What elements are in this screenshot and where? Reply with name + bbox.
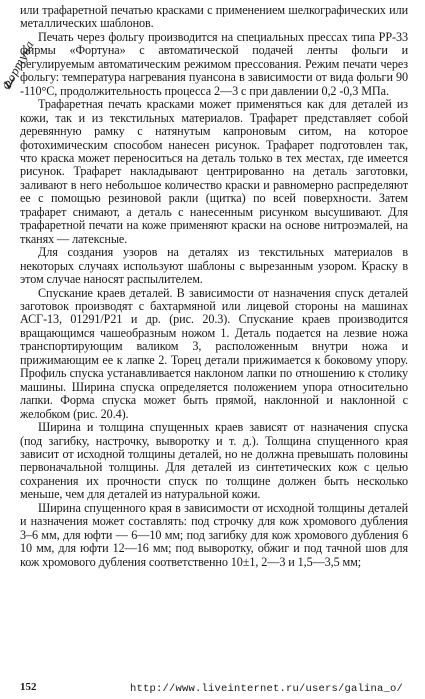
paragraph: Печать через фольгу производится на специальных прессах типа РР-33 фирмы «Фортуна» с автоматической подачей ленты фольги и регулируемым автоматическим режимом прессования. Режим печати через фольгу: температура нагревания пуансона в зависимости от вида фольги 90 -110°С, продолжительность процесса 2—3 с при давлении 0,2 -0,3 МПа. [20,29,408,98]
paragraph: или трафаретной печатью красками с применением шелкографических или металлических шаблонов. [20,3,408,31]
handwritten-margin-note: Фортуна [0,38,37,93]
paragraph: Ширина и толщина спущенных краев зависят от назначения спуска (под загибку, настрочку, выворотку и т. д.). Толщина спущенного края зависит от исходной толщины деталей, но не должна превышать половины первоначальной толщины. Для деталей из синтетических кож с целью сохранения их прочности спуск по толщине должен быть несколько меньше, чем для деталей из натуральной кожи. [20,420,408,502]
body-text [20,4,408,569]
footer-url[interactable]: http://www.liveinternet.ru/users/galina_o/ [130,683,404,695]
paragraph: Ширина спущенного края в зависимости от исходной толщины деталей и назначения может составлять: под строчку для кож хромового дубления 3–6 мм, для юфти — 6—10 мм; под загибку для кож хромового дубления 6 10 мм, для юфти 12—16 мм; под выворотку, обжиг и под тачной шов для кож хромового дубления соответственно 10±1, 2—3 и 1,5—3,5 мм; [20,500,408,569]
page-number: 152 [20,681,37,693]
paragraph: Спускание краев деталей. В зависимости от назначения спуск деталей заготовок производят с бахтармяной или лицевой стороны на машинах АСГ-13, 01291/Р21 и др. (рис. 20.3). Спускание краев производится вращающимся чашеобразным ножом 1. Деталь подается на лезвие ножа транспортирующим валиком 3, расположенным внутри ножа и прижимающим ее к лапке 2. Торец детали прижимается к боковому упору. Профиль спуска устанавливается наклоном лапки по отношению к столику машины. Ширина спуска определяется положением упора относительно лапки. Форма спуска может быть прямой, наклонной и наклонной с желобком (рис. 20.4). [20,285,408,421]
paragraph: Для создания узоров на деталях из текстильных материалов в некоторых случаях используют шаблоны с вырезанным узором. Краску в этом случае наносят распылителем. [20,245,408,287]
paragraph: Трафаретная печать красками может применяться как для деталей из кожи, так и из текстильных материалов. Трафарет представляет собой деревянную рамку с натянутым капроновым ситом, на которое фотохимическим способом нанесен рисунок. Трафарет подготовлен так, что краска может переноситься на деталь только в тех местах, где имеется рисунок. Трафарет накладывают центрированно на деталь заготовки, заливают в него небольшое количество краски и равномерно распределяют ее с помощью резиновой ракли (щитка) по всей поверхности. Затем трафарет снимают, а деталь с нанесенным рисунком высушивают. Для трафаретной печати на коже применяют краски на основе нитроэмалей, на тканях — латексные. [20,97,408,246]
